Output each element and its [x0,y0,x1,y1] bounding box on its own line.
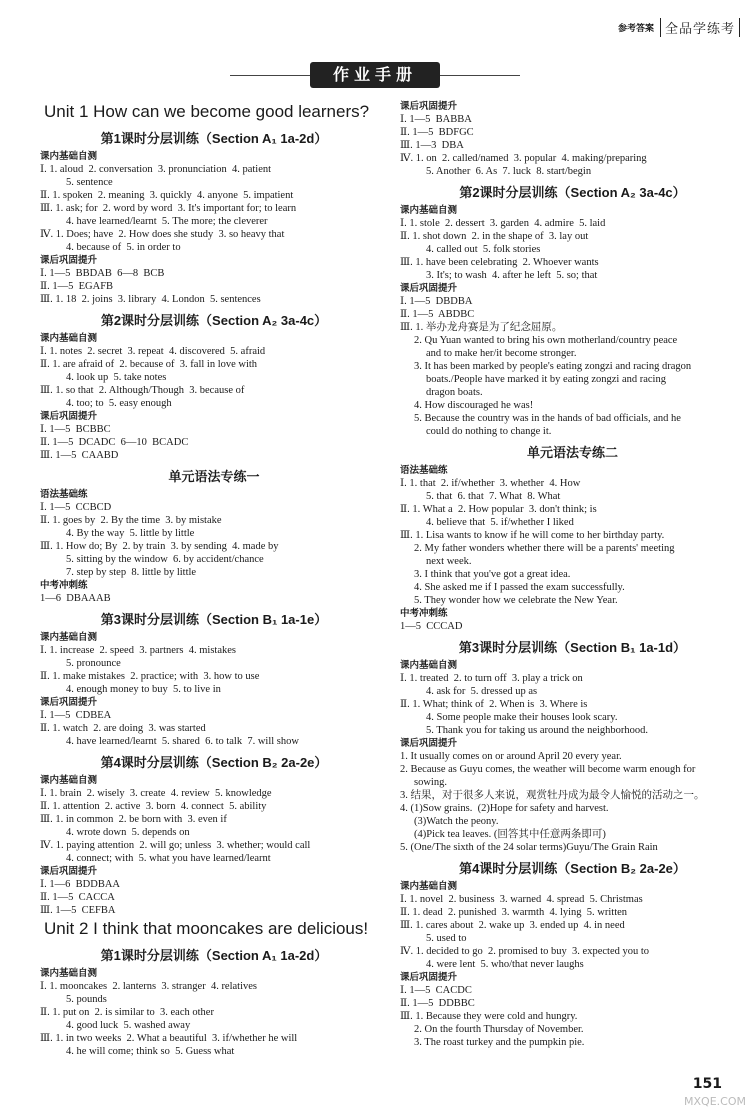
answer-line: Ⅱ. 1. goes by 2. By the time 3. by mistake [40,515,222,526]
subsection-label: 课后巩固提升 [400,283,458,294]
answer-line: Ⅲ. 1. 18 2. joins 3. library 4. London 5. sentences [40,294,261,305]
answer-line-item: 3. I think that you've got a great idea. [414,569,571,580]
answer-line: Ⅱ. 1. make mistakes 2. practice; with 3. how to use [40,671,260,682]
answer-line: Ⅰ. 1—5 BABBA [400,114,472,125]
answer-line: Ⅲ. 1. How do; By 2. by train 3. by sending 4. made by [40,541,279,552]
subsection-label: 课内基础自测 [400,205,458,216]
page-header [618,18,740,37]
answer-line: 3. 结果，对于很多人来说，观赏牡丹成为最令人愉悦的活动之一。 [400,790,705,801]
subsection-label: 课内基础自测 [40,151,98,162]
answer-line: Ⅰ. 1—5 CDBEA [40,710,112,721]
answer-line: Ⅱ. 1—5 EGAFB [40,281,114,292]
answer-line-continued: could do nothing to change it. [426,426,552,437]
answer-line: Ⅱ. 1—5 DDBBC [400,998,475,1009]
answer-line-item: 5. They wonder how we celebrate the New Year. [414,595,618,606]
subsection-label: 课内基础自测 [40,632,98,643]
answer-line-item: 4. She asked me if I passed the exam successfully. [414,582,625,593]
unit-title: Unit 1 How can we become good learners? [44,102,370,121]
subsection-label: 课后巩固提升 [400,972,458,983]
answer-line-continued: 5. that 6. that 7. What 8. What [426,491,561,502]
answer-line-continued: 4. connect; with 5. what you have learned/learnt [66,853,271,864]
subsection-label: 课后巩固提升 [400,738,458,749]
answer-line: Ⅲ. 1—5 CAABD [40,450,119,461]
answer-line: Ⅱ. 1—5 DCADC 6—10 BCADC [40,437,189,448]
section-title: 第1课时分层训练（Section A₁ 1a-2d） [100,131,328,146]
answer-line: Ⅳ. 1. on 2. called/named 3. popular 4. making/preparing [400,153,647,164]
answer-line-item: 5. Because the country was in the hands of bad officials, and he [414,413,681,424]
answer-line-continued: 4. wrote down 5. depends on [66,827,190,838]
answer-line: Ⅲ. 1. in two weeks 2. What a beautiful 3. if/whether he will [40,1033,298,1044]
section-title: 第2课时分层训练（Section A₂ 3a-4c） [100,313,328,328]
answer-line: Ⅱ. 1. What; think of 2. When is 3. Where is [400,699,588,710]
answer-line: Ⅱ. 1. attention 2. active 3. born 4. connect 5. ability [40,801,267,812]
banner-title: 作业手册 [310,62,440,88]
section-title: 第1课时分层训练（Section A₁ 1a-2d） [100,948,328,963]
answer-line: Ⅰ. 1. novel 2. business 3. warned 4. spread 5. Christmas [400,894,643,905]
answer-line-continued: dragon boats. [426,387,483,398]
subsection-label: 课后巩固提升 [40,411,98,422]
answer-line: Ⅲ. 1. Lisa wants to know if he will come to her birthday party. [400,530,665,541]
answer-line: Ⅲ. 1. have been celebrating 2. Whoever wants [400,257,599,268]
answer-line: Ⅰ. 1. notes 2. secret 3. repeat 4. discovered 5. afraid [40,346,266,357]
answer-line-item: (4)Pick tea leaves. (回答其中任意两条即可) [414,829,606,840]
answer-line-continued: 4. too; to 5. easy enough [66,398,172,409]
answer-line: Ⅰ. 1—5 DBDBA [400,296,473,307]
answer-line: Ⅰ. 1. increase 2. speed 3. partners 4. mistakes [40,645,237,656]
answer-line-continued: 4. have learned/learnt 5. shared 6. to talk 7. will show [66,736,299,747]
answer-line-continued: 3. It's; to wash 4. after he left 5. so; that [426,270,598,281]
subsection-label: 中考冲刺练 [40,580,88,591]
answer-line: Ⅲ. 1. ask; for 2. word by word 3. It's important for; to learn [40,203,297,214]
answer-line: 5. (One/The sixth of the 24 solar terms)Guyu/The Grain Rain [400,842,658,853]
section-title: 第4课时分层训练（Section B₂ 2a-2e） [459,861,686,876]
answer-line-continued: 4. ask for 5. dressed up as [426,686,538,697]
answer-line: 1. It usually comes on or around April 20 every year. [400,751,622,762]
answer-line: 1—6 DBAAAB [40,593,111,604]
answer-line-continued: 7. step by step 8. little by little [66,567,197,578]
answer-line-item: 4. How discouraged he was! [414,400,534,411]
answer-line-continued: boats./People have marked it by eating zongzi and racing [426,374,666,385]
answer-line: Ⅰ. 1. brain 2. wisely 3. create 4. review 5. knowledge [40,788,272,799]
answer-line-continued: 4. enough money to buy 5. to live in [66,684,221,695]
answer-line-continued: 4. believe that 5. if/whether I liked [426,517,574,528]
answer-line: Ⅰ. 1. mooncakes 2. lanterns 3. stranger 4. relatives [40,981,258,992]
section-title: 第3课时分层训练（Section B₁ 1a-1d） [458,640,687,655]
answer-line-continued: 4. Some people make their houses look scary. [426,712,618,723]
answer-line-continued: 5. sentence [66,177,113,188]
subsection-label: 课后巩固提升 [400,101,458,112]
answer-line: Ⅲ. 1—3 DBA [400,140,464,151]
answer-line: Ⅱ. 1. put on 2. is similar to 3. each other [40,1007,214,1018]
right-column [400,100,745,1049]
subsection-label: 中考冲刺练 [400,608,448,619]
answer-line: Ⅰ. 1—6 BDDBAA [40,879,120,890]
answer-line: Ⅰ. 1. aloud 2. conversation 3. pronunciation 4. patient [40,164,272,175]
answer-line: Ⅱ. 1. are afraid of 2. because of 3. fall in love with [40,359,258,370]
answer-line: Ⅱ. 1—5 BDFGC [400,127,474,138]
answer-line: Ⅳ. 1. decided to go 2. promised to buy 3. expected you to [400,946,650,957]
answer-line: Ⅱ. 1. shot down 2. in the shape of 3. lay out [400,231,589,242]
answer-line-continued: 4. called out 5. folk stories [426,244,541,255]
answer-line-continued: 5. pounds [66,994,107,1005]
answer-line: Ⅰ. 1. that 2. if/whether 3. whether 4. How [400,478,581,489]
subsection-label: 语法基础练 [40,489,88,500]
answer-line: Ⅲ. 1. in common 2. be born with 3. even if [40,814,227,825]
answer-line-continued: 5. Another 6. As 7. luck 8. start/begin [426,166,592,177]
subsection-label: 课内基础自测 [400,881,458,892]
answer-line-item: (3)Watch the peony. [414,816,499,827]
answer-line: Ⅱ. 1—5 ABDBC [400,309,475,320]
answer-line: Ⅳ. 1. paying attention 2. will go; unless 3. whether; would call [40,840,311,851]
answer-line: Ⅱ. 1. watch 2. are doing 3. was started [40,723,206,734]
answer-line: Ⅰ. 1—5 BBDAB 6—8 BCB [40,268,165,279]
answer-line: Ⅱ. 1. spoken 2. meaning 3. quickly 4. anyone 5. impatient [40,190,294,201]
answer-line: 4. (1)Sow grains. (2)Hope for safety and harvest. [400,803,609,814]
answer-line: Ⅲ. 1. cares about 2. wake up 3. ended up 4. in need [400,920,625,931]
section-title: 第3课时分层训练（Section B₁ 1a-1e） [100,612,328,627]
section-banner [230,60,520,90]
subsection-label: 语法基础练 [400,465,448,476]
answer-line: Ⅰ. 1. treated 2. to turn off 3. play a trick on [400,673,583,684]
answer-line-continued: 4. good luck 5. washed away [66,1020,191,1031]
answer-line: Ⅲ. 1. Because they were cold and hungry. [400,1011,578,1022]
answer-line: Ⅰ. 1—5 CCBCD [40,502,112,513]
subsection-label: 课后巩固提升 [40,866,98,877]
answer-line-continued: 4. were lent 5. who/that never laughs [426,959,584,970]
answer-line: Ⅱ. 1—5 CACCA [40,892,115,903]
header-answer-label: 参考答案 [617,24,654,34]
answer-line-item: sowing. [414,777,447,788]
subsection-label: 课后巩固提升 [40,255,98,266]
subsection-label: 课内基础自测 [40,333,98,344]
answer-line: 1—5 CCCAD [400,621,463,632]
answer-line: 2. Because as Guyu comes, the weather will become warm enough for [400,764,696,775]
answer-line-continued: 4. By the way 5. little by little [66,528,195,539]
answer-line-item: 2. On the fourth Thursday of November. [414,1024,584,1035]
answer-line: Ⅲ. 1—5 CEFBA [40,905,116,916]
answer-line-continued: and to make her/it become stronger. [426,348,577,359]
left-column [40,100,388,1058]
subsection-label: 课内基础自测 [40,775,98,786]
section-title: 第2课时分层训练（Section A₂ 3a-4c） [459,185,686,200]
answer-line-continued: 4. have learned/learnt 5. The more; the cleverer [66,216,268,227]
answer-line-continued: next week. [426,556,472,567]
answer-line-item: 2. My father wonders whether there will be a parents' meeting [414,543,675,554]
answer-line-item: 3. It has been marked by people's eating zongzi and racing dragon [414,361,692,372]
answer-line-continued: 5. pronounce [66,658,121,669]
answer-line: Ⅰ. 1—5 BCBBC [40,424,111,435]
answer-line: Ⅰ. 1. stole 2. dessert 3. garden 4. admire 5. laid [400,218,606,229]
answer-line-continued: 4. he will come; think so 5. Guess what [66,1046,235,1057]
subsection-label: 课内基础自测 [400,660,458,671]
answer-line-continued: 5. used to [426,933,467,944]
answer-line: Ⅱ. 1. dead 2. punished 3. warmth 4. lying 5. written [400,907,628,918]
watermark: MXQE.COM [684,1095,746,1108]
answer-line: Ⅰ. 1—5 CACDC [400,985,472,996]
answer-line: Ⅳ. 1. Does; have 2. How does she study 3. so heavy that [40,229,285,240]
section-title: 第4课时分层训练（Section B₂ 2a-2e） [100,755,328,770]
section-title: 单元语法专练一 [168,469,260,484]
section-title: 单元语法专练二 [526,445,618,460]
header-brand: 全品学练考 [660,18,740,37]
answer-line-continued: 5. Thank you for taking us around the neighborhood. [426,725,649,736]
answer-line: Ⅱ. 1. What a 2. How popular 3. don't think; is [400,504,597,515]
answer-line: Ⅲ. 1. 举办龙舟赛是为了纪念屈原。 [400,322,563,333]
answer-line-continued: 5. sitting by the window 6. by accident/chance [66,554,264,565]
answer-line-item: 3. The roast turkey and the pumpkin pie. [414,1037,585,1048]
unit-title: Unit 2 I think that mooncakes are delicious! [44,919,369,938]
answer-line-continued: 4. because of 5. in order to [66,242,181,253]
answer-line: Ⅲ. 1. so that 2. Although/Though 3. because of [40,385,245,396]
subsection-label: 课内基础自测 [40,968,98,979]
subsection-label: 课后巩固提升 [40,697,98,708]
answer-line-continued: 4. look up 5. take notes [66,372,167,383]
page-number: 151 [692,1076,722,1092]
answer-line-item: 2. Qu Yuan wanted to bring his own motherland/country peace [414,335,678,346]
